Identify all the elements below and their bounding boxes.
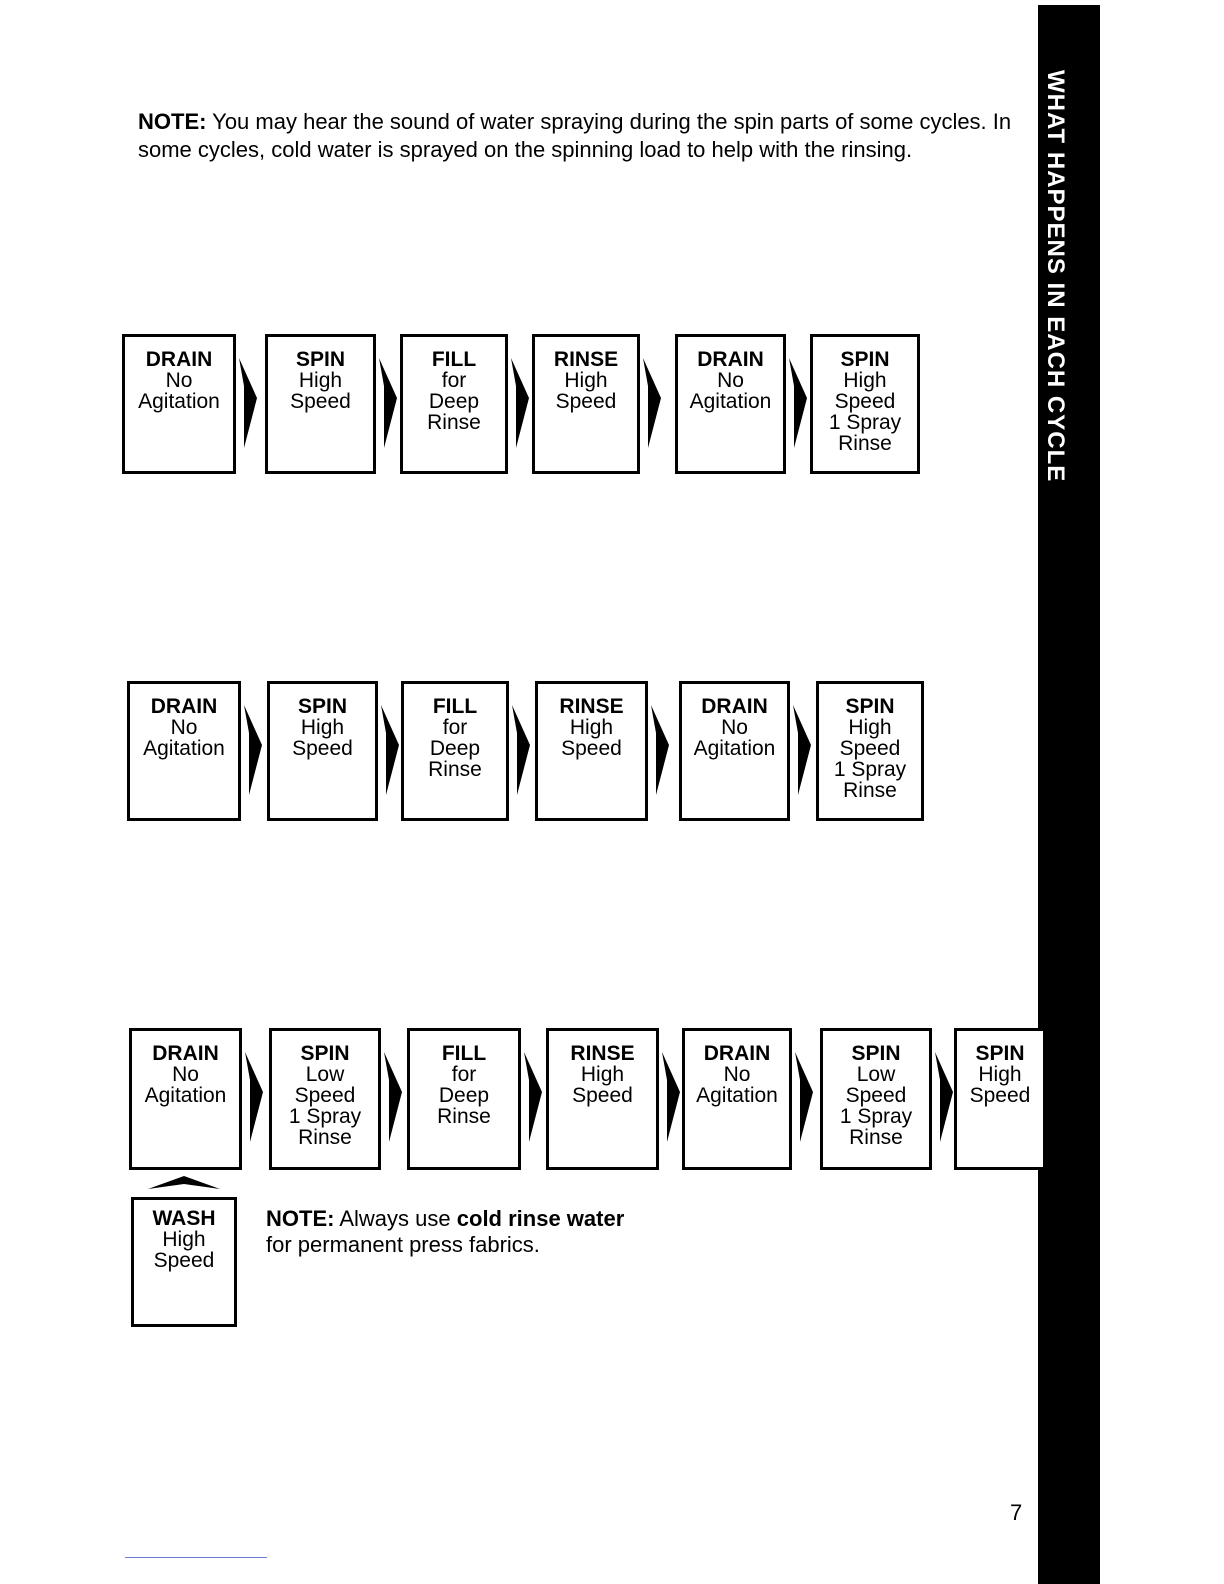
bottom-note-text-2: for permanent press fabrics. xyxy=(266,1232,540,1257)
step-title: SPIN xyxy=(845,695,895,718)
bottom-note-emphasis: cold rinse water xyxy=(456,1206,625,1231)
step-box xyxy=(816,681,924,821)
step-line: Rinse xyxy=(838,432,892,455)
step-title: FILL xyxy=(432,695,478,718)
step-line: Agitation xyxy=(143,737,225,760)
step-line: High xyxy=(848,716,892,739)
step-box-wash xyxy=(131,1197,237,1327)
right-arrow-icon xyxy=(933,1052,955,1142)
step-line: High xyxy=(843,369,887,392)
step-title: RINSE xyxy=(559,695,624,718)
step-line: Rinse xyxy=(428,758,482,781)
step-line: Low xyxy=(856,1063,896,1086)
right-arrow-icon xyxy=(510,705,532,795)
step-title: SPIN xyxy=(851,1042,901,1065)
page-number: 7 xyxy=(1010,1500,1023,1525)
step-line: Speed xyxy=(839,737,901,760)
step-line: No xyxy=(170,716,198,739)
step-box xyxy=(267,681,378,821)
step-box xyxy=(532,334,640,474)
step-line: Speed xyxy=(561,737,622,760)
step-box xyxy=(400,334,508,474)
step-title: RINSE xyxy=(553,348,619,371)
right-arrow-icon xyxy=(242,705,264,795)
right-arrow-icon xyxy=(793,1052,815,1142)
step-line: Speed xyxy=(153,1249,215,1272)
right-arrow-icon xyxy=(237,358,259,448)
step-line: Speed xyxy=(845,1084,907,1107)
step-box xyxy=(810,334,920,474)
right-arrow-icon xyxy=(379,705,401,795)
step-box xyxy=(269,1028,381,1170)
top-note xyxy=(138,108,1028,164)
step-line: Rinse xyxy=(298,1126,352,1149)
step-line: High xyxy=(162,1228,206,1251)
step-title: FILL xyxy=(431,348,477,371)
step-title: DRAIN xyxy=(701,695,768,718)
step-box xyxy=(122,334,236,474)
bottom-note-text: Always use xyxy=(339,1206,451,1231)
right-arrow-icon xyxy=(660,1052,682,1142)
bottom-note xyxy=(266,1206,786,1258)
step-line: No xyxy=(723,1063,751,1086)
step-title: SPIN xyxy=(840,348,890,371)
right-arrow-icon xyxy=(382,1052,404,1142)
step-line: No xyxy=(172,1063,199,1086)
step-title: DRAIN xyxy=(150,695,218,718)
step-line: Speed xyxy=(555,390,617,413)
step-line: 1 Spray xyxy=(828,411,902,434)
step-line: Rinse xyxy=(849,1126,903,1149)
step-line: Agitation xyxy=(138,390,220,413)
step-line: for xyxy=(451,1063,477,1086)
top-note-label: NOTE: xyxy=(138,109,207,134)
step-line: Speed xyxy=(292,737,353,760)
step-line: Deep xyxy=(429,737,481,760)
step-line: Speed xyxy=(290,390,351,413)
step-box xyxy=(679,681,790,821)
step-line: High xyxy=(978,1063,1022,1086)
step-line: Agitation xyxy=(689,390,772,413)
step-line: High xyxy=(300,716,345,739)
right-arrow-icon xyxy=(377,358,399,448)
right-arrow-icon xyxy=(522,1052,544,1142)
step-title: DRAIN xyxy=(145,348,213,371)
step-line: Deep xyxy=(428,390,480,413)
step-line: Deep xyxy=(438,1084,490,1107)
step-line: Rinse xyxy=(427,411,481,434)
footer-rule xyxy=(125,1557,267,1558)
step-line: High xyxy=(569,716,614,739)
top-note-text: You may hear the sound of water spraying during the spin parts of some cycles. In some cycles, cold water is sprayed on the spinning load to help with the rinsing. xyxy=(138,109,1012,162)
step-line: 1 Spray xyxy=(288,1105,362,1128)
right-arrow-icon xyxy=(243,1052,265,1142)
step-line: for xyxy=(442,716,468,739)
section-side-tab-label: WHAT HAPPENS IN EACH CYCLE xyxy=(1042,70,1069,483)
right-arrow-icon xyxy=(787,358,809,448)
step-line: Agitation xyxy=(696,1084,778,1107)
step-title: RINSE xyxy=(570,1042,635,1065)
step-box xyxy=(129,1028,242,1170)
step-line: 1 Spray xyxy=(839,1105,913,1128)
right-arrow-icon xyxy=(649,705,671,795)
step-line: Agitation xyxy=(144,1084,227,1107)
step-title: SPIN xyxy=(300,1042,350,1065)
step-line: Speed xyxy=(969,1084,1031,1107)
step-line: for xyxy=(441,369,467,392)
step-line: Rinse xyxy=(843,779,897,802)
step-box xyxy=(820,1028,932,1170)
step-line: No xyxy=(721,716,748,739)
step-title: SPIN xyxy=(975,1042,1025,1065)
step-title: DRAIN xyxy=(152,1042,219,1065)
step-title: DRAIN xyxy=(697,348,764,371)
step-line: Speed xyxy=(834,390,896,413)
step-line: High xyxy=(564,369,608,392)
step-title: WASH xyxy=(152,1207,216,1230)
step-line: Rinse xyxy=(437,1105,491,1128)
step-title: SPIN xyxy=(297,695,347,718)
right-arrow-icon xyxy=(641,358,663,448)
step-line: Low xyxy=(305,1063,345,1086)
step-line: Speed xyxy=(294,1084,356,1107)
up-arrow-icon xyxy=(148,1172,220,1194)
right-arrow-icon xyxy=(791,705,813,795)
step-title: FILL xyxy=(441,1042,487,1065)
step-box xyxy=(682,1028,792,1170)
step-box xyxy=(265,334,376,474)
step-box xyxy=(401,681,509,821)
bottom-note-label: NOTE: xyxy=(266,1206,335,1231)
right-arrow-icon xyxy=(509,358,531,448)
step-box xyxy=(535,681,648,821)
step-title: DRAIN xyxy=(703,1042,771,1065)
step-line: No xyxy=(717,369,744,392)
step-line: High xyxy=(580,1063,625,1086)
step-line: Agitation xyxy=(693,737,776,760)
step-box xyxy=(127,681,241,821)
step-box xyxy=(954,1028,1046,1170)
step-box xyxy=(546,1028,659,1170)
step-line: 1 Spray xyxy=(833,758,907,781)
step-title: SPIN xyxy=(295,348,345,371)
step-line: High xyxy=(298,369,343,392)
step-box xyxy=(407,1028,521,1170)
step-box xyxy=(675,334,786,474)
step-line: Speed xyxy=(572,1084,633,1107)
step-line: No xyxy=(165,369,193,392)
